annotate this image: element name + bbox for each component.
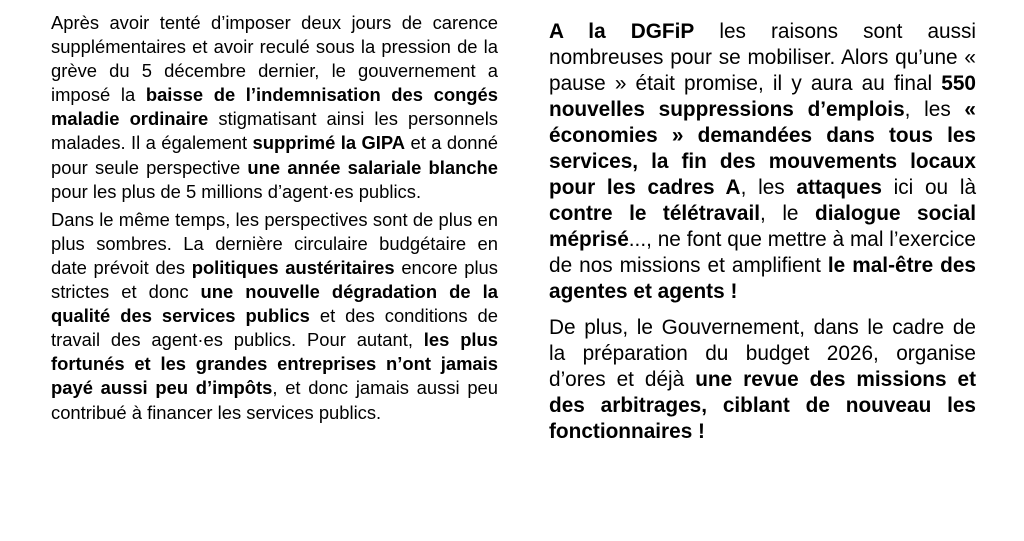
bold-text: dialogue social méprisé	[549, 202, 976, 251]
paragraph-left-1	[51, 11, 498, 204]
text-run: et a donné pour seule perspective	[51, 132, 498, 178]
text-run: pour les plus de 5 millions d’agent·es publics.	[51, 180, 422, 202]
bold-text: supprimé la GIPA	[252, 132, 406, 154]
text-run: Après avoir tenté d’imposer deux jours de carence supplémentaires et avoir reculé sous la pression de la grève du 5 décembre dernier, le gouvernement a imposé la	[51, 12, 498, 106]
bold-text: contre le télétravail	[549, 202, 761, 225]
bold-text: les plus fortunés et les grandes entreprises n’ont jamais payé aussi peu d’impôts	[51, 329, 498, 399]
text-run: , et donc jamais aussi peu contribué à financer les services publics.	[51, 377, 499, 423]
bold-text: A la DGFiP	[549, 20, 695, 43]
left-column	[51, 11, 498, 425]
bold-text: politiques austéritaires	[191, 256, 395, 278]
text-run: De plus, le Gouvernement, dans le cadre de la préparation du budget 2026, organise d’ores et déjà	[549, 316, 976, 391]
text-run: les raisons sont aussi nombreuses pour se mobiliser. Alors qu’une « pause » était promise, il y aura au final	[549, 20, 976, 95]
text-run: Dans le même temps, les perspectives sont de plus en plus sombres. La dernière circulaire budgétaire en date prévoit des	[51, 208, 498, 278]
bold-text: attaques	[796, 176, 882, 199]
text-run: , les	[740, 176, 797, 199]
bold-text: 550 nouvelles suppressions d’emplois	[549, 72, 976, 121]
text-run: , les	[904, 98, 965, 121]
bold-text: une nouvelle dégradation de la qualité des services publics	[51, 281, 498, 327]
text-run: ici ou là	[881, 176, 977, 199]
bold-text: une revue des missions et des arbitrages, ciblant de nouveau les fonctionnaires !	[549, 368, 976, 443]
bold-text: une année salariale blanche	[247, 156, 498, 178]
paragraph-right-2	[549, 315, 976, 445]
right-column	[549, 19, 976, 445]
text-run: et des conditions de travail des agent·es publics. Pour autant,	[51, 305, 498, 351]
bold-text: le mal-être des agentes et agents !	[549, 254, 976, 303]
text-run: , le	[760, 202, 816, 225]
bold-text: « économies » demandées dans tous les services, la fin des mouvements locaux pour les cadres A	[549, 98, 976, 199]
paragraph-right-1	[549, 19, 976, 305]
text-run: stigmatisant ainsi les personnels malades. Il a également	[51, 108, 498, 154]
text-run: ..., ne font que mettre à mal l’exercice de nos missions et amplifient	[549, 228, 976, 277]
text-run: encore plus strictes et donc	[51, 256, 498, 303]
paragraph-left-2	[51, 208, 498, 425]
bold-text: baisse de l’indemnisation des congés maladie ordinaire	[51, 84, 498, 130]
